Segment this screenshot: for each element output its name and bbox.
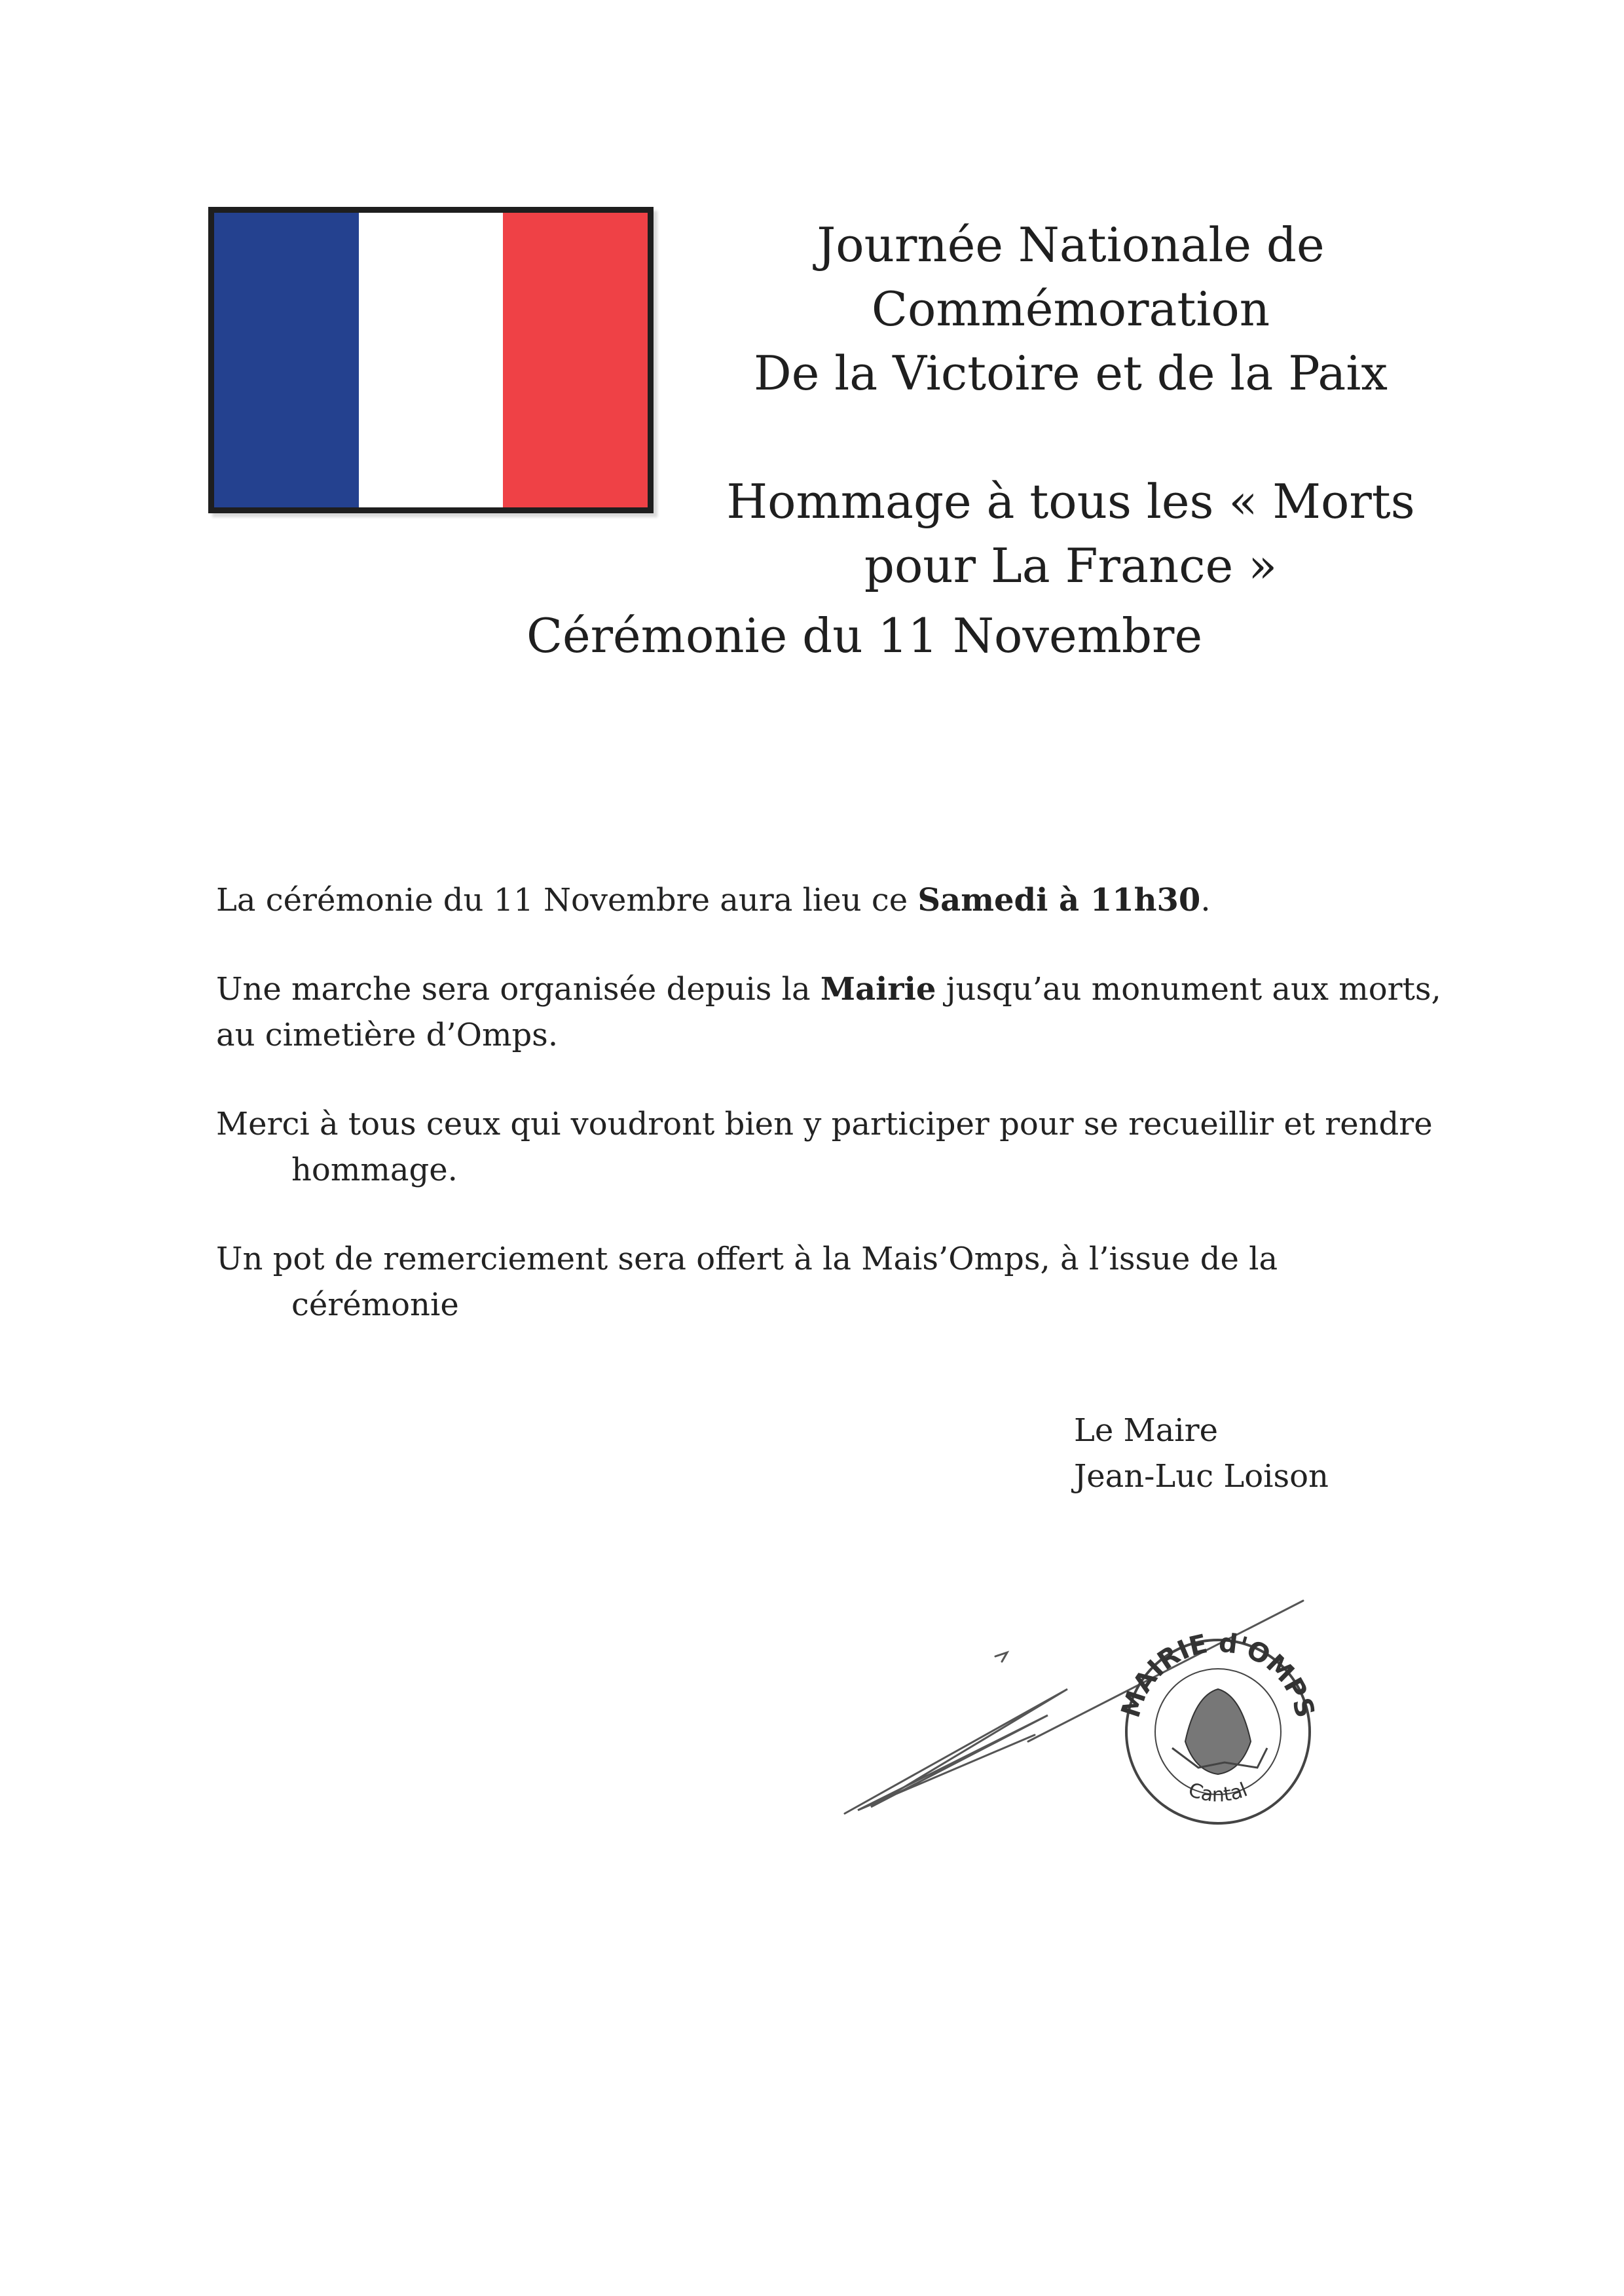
heading-line-2: Commémoration — [871, 282, 1270, 337]
paragraph-thanks-line2: hommage. — [291, 1152, 458, 1188]
paragraph-date — [216, 877, 1500, 923]
signature-block — [1074, 1408, 1329, 1499]
paragraph-march-line2: au cimetière d’Omps. — [216, 1017, 559, 1053]
ceremony-title: Cérémonie du 11 Novembre — [526, 608, 1203, 663]
paragraph-date-bold: Samedi à 11h30 — [917, 882, 1201, 919]
heading-line-3: De la Victoire et de la Paix — [754, 346, 1388, 401]
signer-title: Le Maire — [1074, 1412, 1219, 1449]
paragraph-march-text: Une marche sera organisée depuis la — [216, 971, 821, 1008]
paragraph-reception — [216, 1236, 1500, 1328]
paragraph-thanks-line1: Merci à tous ceux qui voudront bien y participer pour se recueillir et rendre — [216, 1106, 1433, 1142]
flag-stripe-red — [503, 213, 648, 507]
paragraph-march-bold: Mairie — [820, 971, 936, 1008]
paragraph-march — [216, 966, 1500, 1058]
page-heading — [655, 213, 1486, 598]
paragraph-reception-line2: cérémonie — [291, 1286, 459, 1323]
heading-spacer — [655, 405, 1486, 469]
heading-line-1: Journée Nationale de — [817, 217, 1325, 272]
announcement-body — [216, 877, 1500, 1371]
stamp-text-top: MAIRIE d'OMPS — [1115, 1628, 1321, 1721]
paragraph-date-end: . — [1200, 882, 1211, 919]
paragraph-thanks — [216, 1101, 1500, 1193]
stamp-text-bottom: Cantal — [1185, 1778, 1251, 1807]
paragraph-date-text: La cérémonie du 11 Novembre aura lieu ce — [216, 882, 918, 919]
paragraph-reception-line1: Un pot de remerciement sera offert à la Mais’Omps, à l’issue de la — [216, 1241, 1278, 1277]
paragraph-march-end: jusqu’au monument aux morts, — [936, 971, 1441, 1008]
signer-name: Jean-Luc Loison — [1074, 1458, 1329, 1495]
french-flag — [208, 207, 654, 513]
heading-line-6: pour La France » — [864, 538, 1278, 593]
flag-stripe-blue — [214, 213, 359, 507]
flag-stripe-white — [359, 213, 504, 507]
signature-and-stamp — [832, 1584, 1329, 1846]
heading-line-5: Hommage à tous les « Morts — [726, 474, 1415, 529]
